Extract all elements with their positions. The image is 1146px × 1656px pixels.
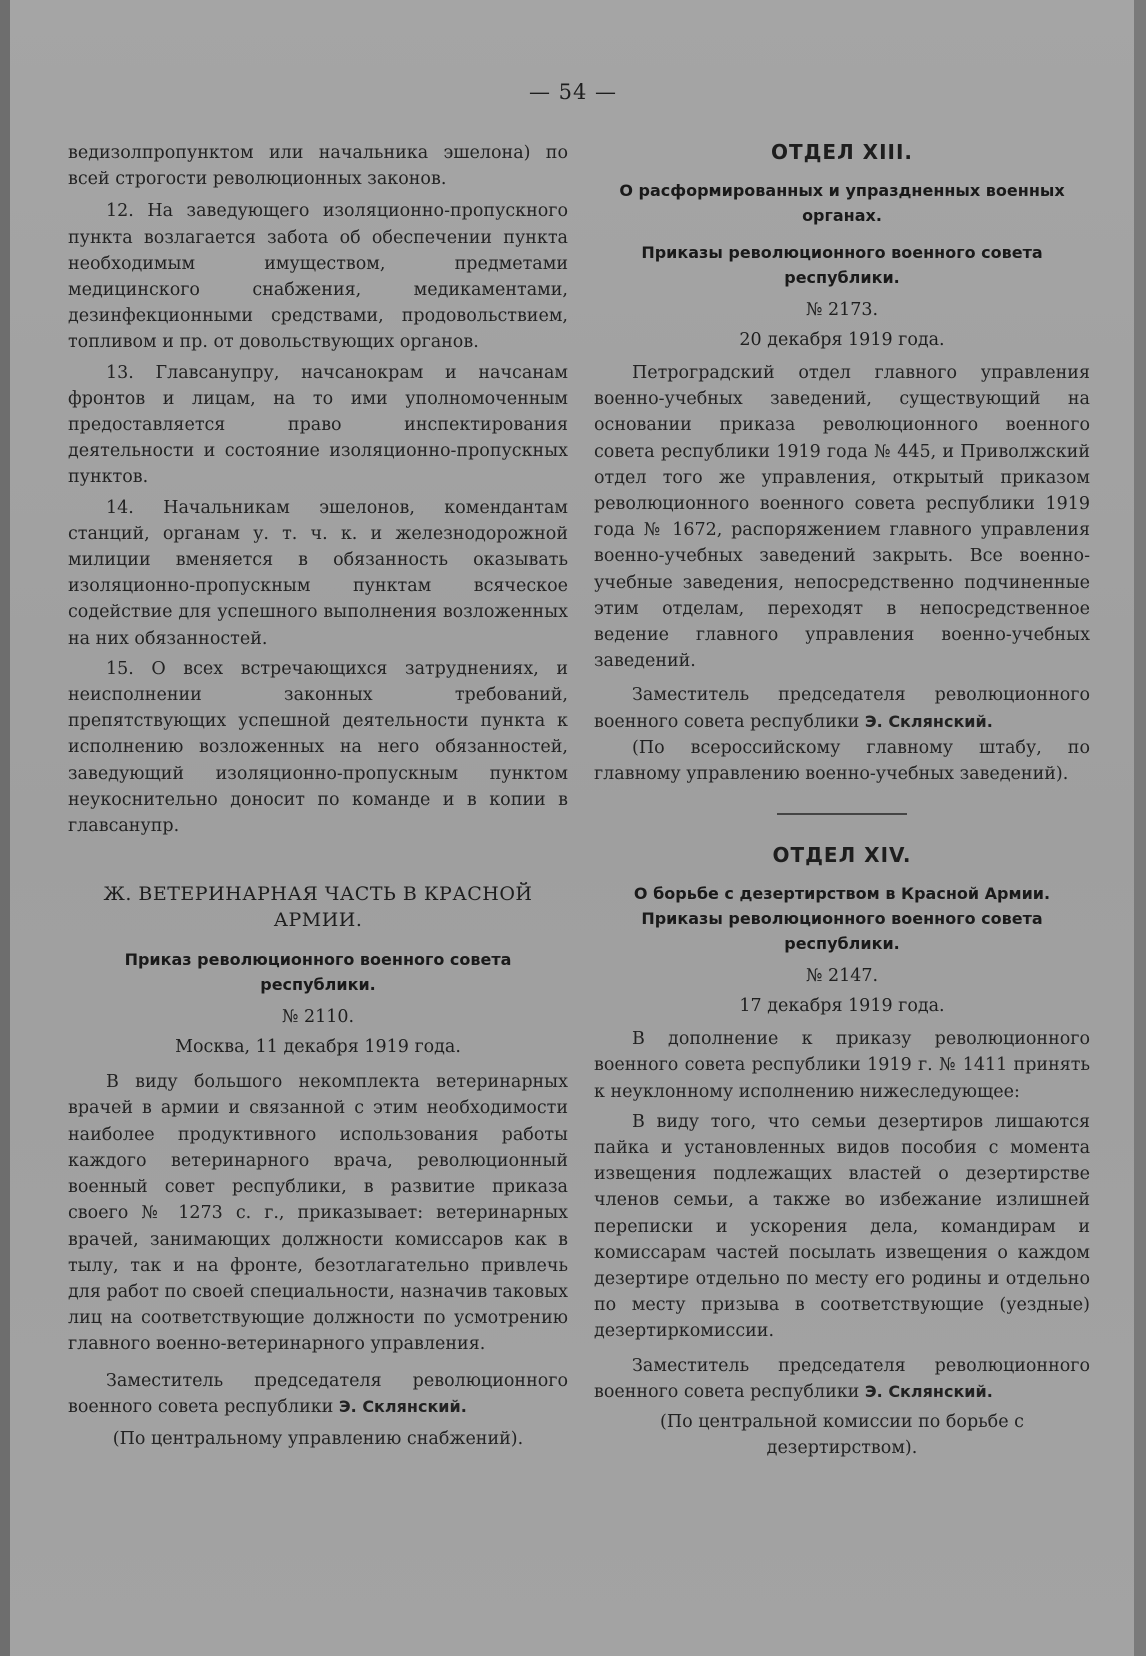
signature-name: Э. Склянский. <box>338 1396 467 1416</box>
section-14-order-number: № 2147. <box>805 966 879 987</box>
section-13-body: Петроградский отдел главного управления военно-учебных заведений, существующий на основании приказа революционного военного совета республики 1919 года № 445, и Приволжский отдел того же управления, открытый приказом революционного военного совета республики 1919 года № 1672, распоряжением главного управления военно-учебных заведений закрыть. Все военно-учебные заведения, непосредственно подчиненные этим отделам, переходят в непосредственное ведение главного управления военно-учебных заведений. <box>594 363 1090 672</box>
section-13-order-date: 20 декабря 1919 года. <box>739 330 945 350</box>
section-14-note: (По центральной комиссии по борьбе с дезертирством). <box>660 1412 1024 1459</box>
section-13-subheading: О расформированных и упраздненных военных органах. <box>619 181 1065 225</box>
page-edge-left <box>0 0 10 1656</box>
section-14-order-date: 17 декабря 1919 года. <box>739 996 945 1017</box>
paragraph-13: 13. Главсанупру, начсанокрам и начсанам фронтов и лицам, на то ими уполномоченным предоставляется право инспектирования деятельности и состояние изоляционно-пропускных пунктов. <box>68 362 568 488</box>
order-date: Москва, 11 декабря 1919 года. <box>175 1037 461 1058</box>
paragraph-continuation: ведизолпропунктом или начальника эшелона) по всей строгости революционных законов. <box>68 143 568 190</box>
order-body: В виду большого некомплекта ветеринарных врачей в армии и связанной с этим необходимости наиболее продуктивного использования работы каждого ветеринарного врача, революционный военный совет республики, в развитие приказа своего № 1273 с. г., приказывает: ветеринарных врачей, занимающих должности комиссаров как в тылу, так и на фронте, безотлагательно привлечь для работ по своей специальности, назначив таковых лиц на соответствующие должности по усмотрению главного военно-ветеринарного управления. <box>68 1072 568 1355</box>
section-13-note: (По всероссийскому главному штабу, по главному управлению военно-учебных заведений). <box>594 737 1090 785</box>
order-number: № 2110. <box>281 1007 355 1028</box>
order-note: (По центральному управлению снабжений). <box>112 1428 524 1449</box>
section-14-signature-text: Заместитель председателя революционного военного совета республики <box>594 1355 1090 1402</box>
section-14-subheading: О борьбе с дезертирством в Красной Армии. Приказы революционного военного совета республики. <box>633 884 1051 954</box>
section-divider <box>777 813 907 815</box>
section-13-heading: ОТДЕЛ XIII. <box>770 140 914 164</box>
paragraph-14: 14. Начальникам эшелонов, комендантам станций, органам у. т. ч. к. и железнодорожной милиции вменяется в обязанность оказывать изоляционно-пропускным пунктам всяческое содействие для успешного выполнения возложенных на них обязанностей. <box>68 497 568 649</box>
vet-section-heading: Ж. ВЕТЕРИНАРНАЯ ЧАСТЬ В КРАСНОЙ АРМИИ. <box>103 883 533 932</box>
section-13-signature-name: Э. Склянский. <box>864 711 993 731</box>
section-13-signature <box>594 682 1090 734</box>
right-column <box>594 140 1090 1462</box>
section-13-orders-title: Приказы революционного военного совета республики. <box>641 243 1043 287</box>
paragraph-12: 12. На заведующего изоляционно-пропускного пункта возлагается забота об обеспечении пункта необходимым имуществом, предметами медицинского снабжения, медикаментами, дезинфекционными средствами, продовольствием, топливом и пр. от довольствующих органов. <box>68 201 568 353</box>
signature <box>68 1368 568 1420</box>
section-13-order-number: № 2173. <box>805 300 879 320</box>
page-edge-right <box>1134 0 1146 1656</box>
section-14-body: В виду того, что семьи дезертиров лишаются пайка и установленных видов пособия с момента извещения подлежащих властей о дезертирстве членов семьи, а также во избежание излишней переписки и ускорения дела, командирам и комиссарам частей посылать извещения о каждом дезертире отдельно по месту его родины и отдельно по месту призыва в соответствующие (уездные) дезертиркомиссии. <box>594 1111 1090 1342</box>
signature-text: Заместитель председателя революционного военного совета республики <box>68 1370 568 1417</box>
paragraph-15: 15. О всех встречающихся затруднениях, и неисполнении законных требований, препятствующих успешной деятельности пункта к исполнению возложенных на него обязанностей, заведующий изоляционно-пропускным пунктом неукоснительно доносит по команде и в копии в главсанупр. <box>68 658 568 837</box>
order-title: Приказ революционного военного совета республики. <box>124 950 512 995</box>
page-number: — 54 — <box>528 80 618 104</box>
section-14-body-intro: В дополнение к приказу революционного военного совета республики 1919 г. № 1411 принять к неуклонному исполнению нижеследующее: <box>594 1029 1090 1102</box>
section-14-signature <box>594 1353 1090 1405</box>
section-14-heading: ОТДЕЛ XIV. <box>772 843 912 868</box>
section-14-signature-name: Э. Склянский. <box>864 1381 993 1401</box>
left-column <box>68 140 568 1452</box>
section-13-signature-text: Заместитель председателя революционного военного совета республики <box>594 685 1090 732</box>
